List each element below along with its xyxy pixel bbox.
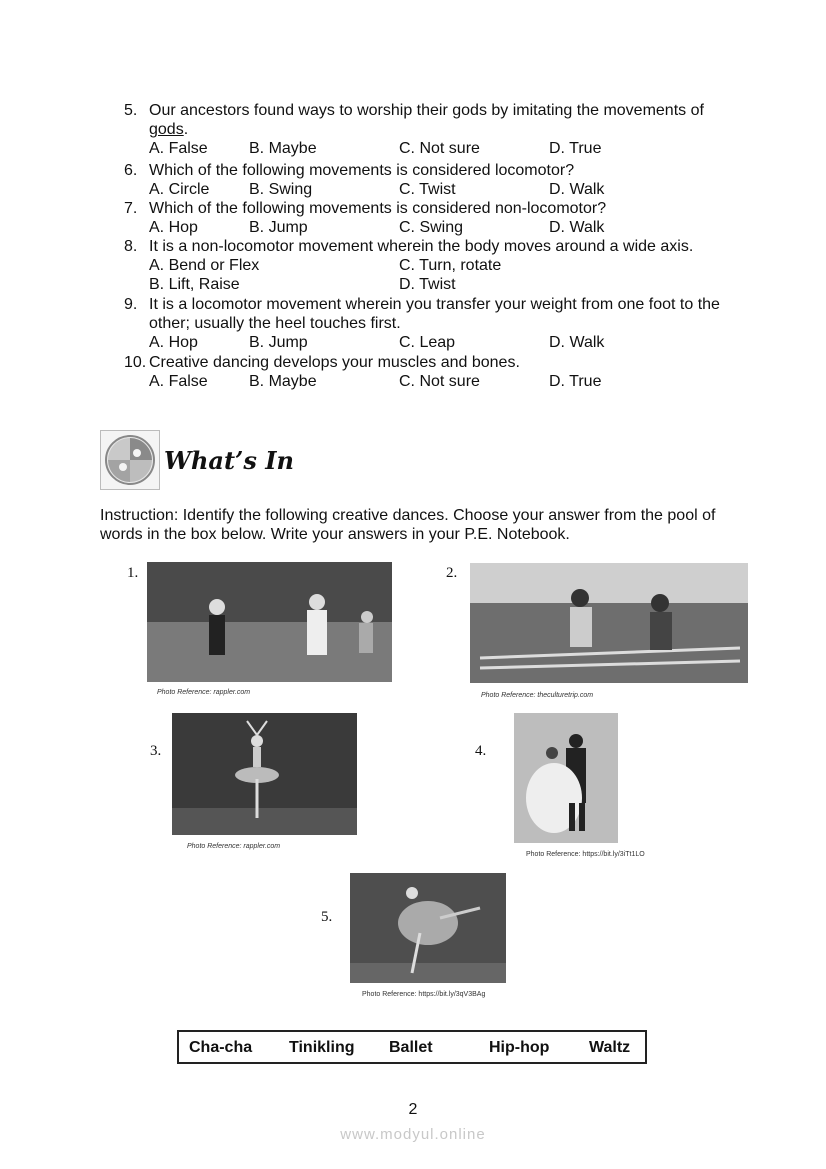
options-row: [149, 372, 744, 391]
options-row: [149, 180, 744, 199]
option-b: B. Lift, Raise: [149, 276, 240, 293]
photo-1-label: 1.: [127, 565, 139, 581]
question-stem: Which of the following movements is considered locomotor?: [149, 162, 575, 179]
question-9: [124, 295, 744, 352]
word-pool-item: Waltz: [589, 1039, 631, 1056]
question-number: 7.: [124, 200, 138, 217]
question-number: 6.: [124, 162, 138, 179]
question-number: 10.: [124, 354, 147, 371]
options-row: [149, 139, 744, 158]
photo-2-credit: Photo Reference: theculturetrip.com: [481, 692, 594, 699]
question-stem: Creative dancing develops your muscles and bones.: [149, 354, 520, 371]
options-row: [149, 275, 744, 294]
option-d: D. Walk: [549, 334, 605, 351]
photo-3-credit: Photo Reference: rappler.com: [187, 843, 281, 850]
option-b: B. Jump: [249, 219, 308, 236]
watermark: www.modyul.online: [340, 1126, 486, 1143]
photo-5-dancer: [350, 873, 506, 983]
question-number: 8.: [124, 238, 138, 255]
word-pool-item: Tinikling: [289, 1039, 355, 1056]
question-8: [124, 237, 744, 294]
option-c: C. Not sure: [399, 373, 480, 390]
option-b: B. Swing: [249, 181, 313, 198]
question-stem: It is a locomotor movement wherein you transfer your weight from one foot to the other; usually the heel touches first.: [149, 296, 720, 332]
word-pool-item: Cha-cha: [189, 1039, 253, 1056]
option-a: A. Circle: [149, 181, 210, 198]
question-number: 9.: [124, 296, 138, 313]
option-c: C. Twist: [399, 181, 456, 198]
question-stem: It is a non-locomotor movement wherein the body moves around a wide axis.: [149, 238, 694, 255]
option-c: C. Not sure: [399, 140, 480, 157]
options-row: [149, 333, 744, 352]
question-number: 5.: [124, 102, 138, 119]
option-b: B. Maybe: [249, 373, 317, 390]
photo-5-label: 5.: [321, 909, 333, 925]
option-c: C. Leap: [399, 334, 456, 351]
word-pool-box: [177, 1030, 647, 1064]
option-c: C. Swing: [399, 219, 464, 236]
photo-3-ballerina: [172, 713, 357, 835]
question-stem: Our ancestors found ways to worship their gods by imitating the movements of gods.: [149, 102, 704, 138]
question-7: [124, 199, 744, 237]
puzzle-icon: [100, 430, 160, 490]
page-number: 2: [408, 1101, 418, 1118]
option-d: D. Walk: [549, 219, 605, 236]
option-a: A. Bend or Flex: [149, 257, 260, 274]
option-a: A. False: [149, 373, 208, 390]
option-a: A. Hop: [149, 219, 198, 236]
option-a: A. Hop: [149, 334, 198, 351]
photo-4-label: 4.: [475, 743, 487, 759]
question-10: [124, 353, 744, 391]
word-pool-item: Hip-hop: [489, 1039, 550, 1056]
question-5: [124, 101, 744, 158]
instruction-text: Instruction: Identify the following creative dances. Choose your answer from the pool of words in the box below. Write your answers in your P.E. Notebook.: [100, 507, 716, 543]
option-d: D. True: [549, 373, 602, 390]
photo-5-credit: Photo Reference: https://bit.ly/3qV3BAg: [362, 991, 486, 998]
photo-2-dancers: [470, 563, 748, 683]
option-b: B. Maybe: [249, 140, 317, 157]
photo-1-credit: Photo Reference: rappler.com: [157, 689, 251, 696]
question-stem: Which of the following movements is considered non-locomotor?: [149, 200, 607, 217]
option-c: C. Turn, rotate: [399, 257, 502, 274]
option-d: D. Walk: [549, 181, 605, 198]
option-b: B. Jump: [249, 334, 308, 351]
options-row: [149, 218, 744, 237]
question-6: [124, 161, 744, 199]
section-title: What’s In: [164, 446, 294, 475]
options-row: [149, 256, 744, 275]
word-pool-item: Ballet: [389, 1039, 433, 1056]
option-d: D. True: [549, 140, 602, 157]
photo-1-dancers: [147, 562, 392, 682]
photo-4-couple: [514, 713, 618, 843]
photo-4-credit: Photo Reference: https://bit.ly/3iTt1LO: [526, 851, 645, 858]
option-a: A. False: [149, 140, 208, 157]
option-d: D. Twist: [399, 276, 456, 293]
photo-3-label: 3.: [150, 743, 162, 759]
photo-2-label: 2.: [446, 565, 458, 581]
